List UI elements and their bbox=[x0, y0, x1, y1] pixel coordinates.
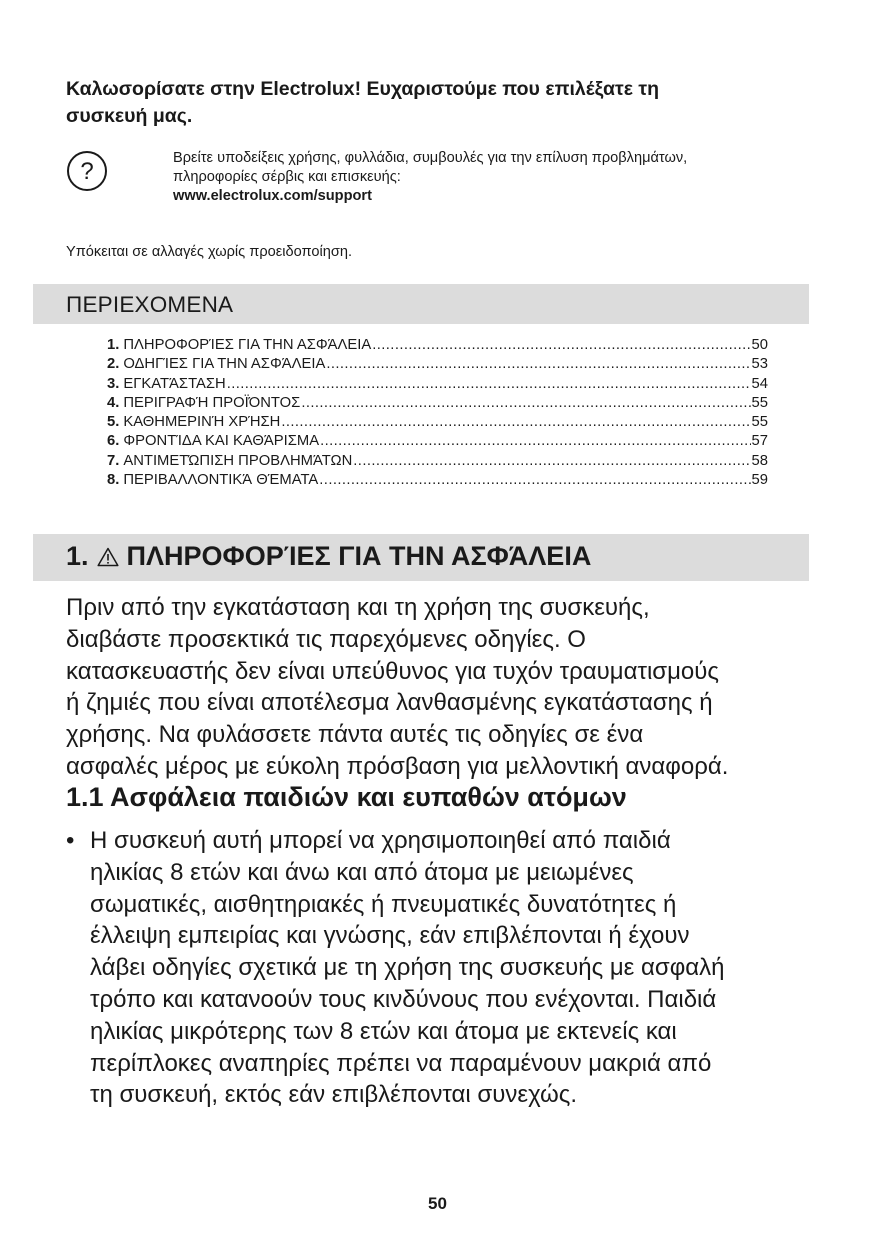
safety-intro-paragraph bbox=[66, 592, 816, 783]
child-safety-bullet bbox=[66, 825, 806, 1111]
toc-item-page: 55 bbox=[751, 414, 768, 431]
toc-item-page: 50 bbox=[751, 337, 768, 353]
toc-item-number: 1. bbox=[107, 337, 120, 353]
toc-leader-dots bbox=[227, 375, 751, 394]
toc-leader-dots bbox=[353, 452, 750, 471]
support-info bbox=[173, 149, 793, 206]
toc-item[interactable] bbox=[107, 394, 768, 413]
toc-item-number: 4. bbox=[107, 394, 120, 411]
toc-item-label: ΚΑΘΗΜΕΡΙΝΉ ΧΡΉΣΗ bbox=[123, 414, 281, 431]
bullet-marker: • bbox=[66, 827, 75, 854]
toc-leader-dots bbox=[281, 413, 750, 432]
table-of-contents bbox=[107, 336, 768, 490]
bullet-line: λάβει οδηγίες σχετικά με τη χρήση της συσκευής με ασφαλή bbox=[90, 954, 725, 982]
intro-line: ή ζημιές που είναι αποτέλεσμα λανθασμένης εγκατάστασης ή bbox=[66, 689, 713, 717]
bullet-line: ηλικίας μικρότερης των 8 ετών και άτομα με εκτενείς και bbox=[90, 1017, 677, 1045]
intro-line: ασφαλές μέρος με εύκολη πρόσβαση για μελλοντική αναφορά. bbox=[66, 752, 729, 780]
toc-item[interactable] bbox=[107, 336, 768, 355]
bullet-line: σωματικές, αισθητηριακές ή πνευματικές δυνατότητες ή bbox=[90, 890, 677, 918]
toc-leader-dots bbox=[326, 355, 750, 374]
toc-item-number: 7. bbox=[107, 452, 120, 469]
toc-header bbox=[33, 284, 809, 324]
intro-line: χρήσης. Να φυλάσσετε πάντα αυτές τις οδηγίες σε ένα bbox=[66, 721, 644, 749]
support-line-2: πληροφορίες σέρβις και επισκευής: bbox=[173, 169, 401, 185]
welcome-line-2: συσκευή μας. bbox=[66, 105, 193, 127]
toc-item-label: ΕΓΚΑΤΆΣΤΑΣΗ bbox=[123, 375, 226, 392]
bullet-line: τρόπο και κατανοούν τους κινδύνους που ενέχονται. Παιδιά bbox=[90, 985, 717, 1013]
toc-item-number: 3. bbox=[107, 375, 120, 392]
support-line-1: Βρείτε υποδείξεις χρήσης, φυλλάδια, συμβουλές για την επίλυση προβλημάτων, bbox=[173, 150, 688, 166]
change-notice: Υπόκειται σε αλλαγές χωρίς προειδοποίηση. bbox=[66, 244, 353, 260]
toc-item-number: 2. bbox=[107, 356, 120, 373]
toc-item-page: 58 bbox=[751, 452, 768, 469]
toc-leader-dots bbox=[301, 394, 750, 413]
bullet-line: ηλικίας 8 ετών και άνω και από άτομα με μειωμένες bbox=[90, 858, 634, 886]
bullet-line: Η συσκευή αυτή μπορεί να χρησιμοποιηθεί από παιδιά bbox=[90, 827, 671, 854]
toc-item-label: ΟΔΗΓΊΕΣ ΓΙΑ ΤΗΝ ΑΣΦΆΛΕΙΑ bbox=[123, 356, 326, 373]
toc-item-number: 8. bbox=[107, 472, 120, 489]
section-1-title bbox=[66, 541, 591, 572]
bullet-line: τη συσκευή, εκτός εάν επιβλέπονται συνεχώς. bbox=[90, 1081, 577, 1109]
warning-triangle-icon bbox=[97, 547, 119, 567]
toc-item-number: 6. bbox=[107, 433, 120, 450]
toc-item-label: ΠΛΗΡΟΦΟΡΊΕΣ ΓΙΑ ΤΗΝ ΑΣΦΆΛΕΙΑ bbox=[123, 337, 372, 353]
toc-item[interactable] bbox=[107, 432, 768, 451]
toc-item-label: ΑΝΤΙΜΕΤΏΠΙΣΗ ΠΡΟΒΛΗΜΆΤΩΝ bbox=[123, 452, 353, 469]
toc-item-page: 55 bbox=[751, 394, 768, 411]
toc-leader-dots bbox=[319, 471, 750, 490]
section-1-number: 1. bbox=[66, 541, 89, 571]
support-url-link[interactable]: www.electrolux.com/support bbox=[173, 188, 372, 204]
intro-line: διαβάστε προσεκτικά τις παρεχόμενες οδηγίες. Ο bbox=[66, 625, 586, 653]
toc-leader-dots bbox=[372, 336, 750, 355]
welcome-line-1: Καλωσορίσατε στην Electrolux! Ευχαριστούμε που επιλέξατε τη bbox=[66, 78, 659, 100]
toc-item-page: 59 bbox=[751, 472, 768, 489]
toc-item-label: ΦΡΟΝΤΊΔΑ ΚΑΙ ΚΑΘΆΡΙΣΜΑ bbox=[123, 433, 320, 450]
toc-item[interactable] bbox=[107, 471, 768, 490]
subsection-1-1-title: 1.1 Ασφάλεια παιδιών και ευπαθών ατόμων bbox=[66, 782, 627, 812]
toc-item[interactable] bbox=[107, 355, 768, 374]
toc-item[interactable] bbox=[107, 452, 768, 471]
toc-item[interactable] bbox=[107, 413, 768, 432]
toc-leader-dots bbox=[320, 432, 750, 451]
toc-item[interactable] bbox=[107, 375, 768, 394]
toc-item-page: 53 bbox=[751, 356, 768, 373]
section-1-title-text: ΠΛΗΡΟΦΟΡΊΕΣ ΓΙΑ ΤΗΝ ΑΣΦΆΛΕΙΑ bbox=[126, 541, 592, 571]
intro-line: Πριν από την εγκατάσταση και τη χρήση της συσκευής, bbox=[66, 594, 650, 621]
toc-item-page: 54 bbox=[751, 375, 768, 392]
toc-item-number: 5. bbox=[107, 414, 120, 431]
svg-text:?: ? bbox=[80, 158, 94, 185]
toc-item-label: ΠΕΡΙΒΑΛΛΟΝΤΙΚΆ ΘΈΜΑΤΑ bbox=[123, 472, 319, 489]
welcome-heading bbox=[66, 76, 796, 130]
toc-title: ΠΕΡΙΕΧΟΜΕΝΑ bbox=[66, 292, 234, 317]
page-number: 50 bbox=[428, 1194, 447, 1213]
intro-line: κατασκευαστής δεν είναι υπεύθυνος για τυχόν τραυματισμούς bbox=[66, 657, 719, 685]
toc-item-label: ΠΕΡΙΓΡΑΦΉ ΠΡΟΪΌΝΤΟΣ bbox=[123, 394, 301, 411]
bullet-line: έλλειψη εμπειρίας και γνώσης, εάν επιβλέπονται ή έχουν bbox=[90, 922, 690, 950]
section-1-header bbox=[33, 534, 809, 581]
question-circle-icon bbox=[66, 150, 108, 192]
bullet-line: περίπλοκες αναπηρίες πρέπει να παραμένουν μακριά από bbox=[90, 1049, 712, 1077]
toc-item-page: 57 bbox=[751, 433, 768, 450]
